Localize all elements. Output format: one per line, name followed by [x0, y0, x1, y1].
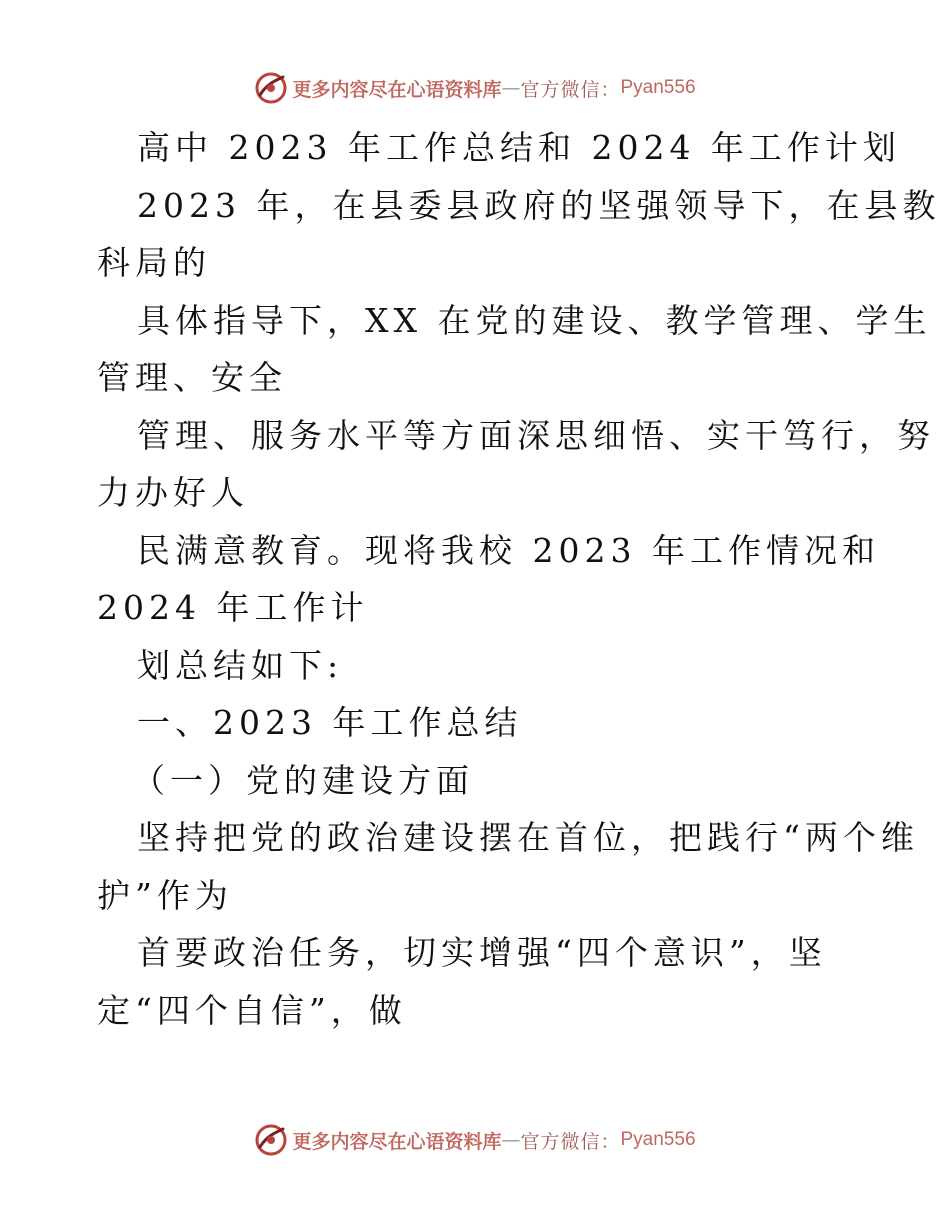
body-line: 力办好人 [97, 473, 249, 512]
watermark-wechat-label: 官方微信： [520, 1130, 621, 1153]
watermark-banner-top [0, 68, 950, 108]
body-line: 具体指导下，XX 在党的建设、教学管理、学生 [137, 300, 932, 340]
watermark-separator: — [501, 1129, 521, 1151]
body-line: 划总结如下: [137, 645, 344, 685]
watermark-separator: — [501, 77, 521, 99]
section-heading: 一、2023 年工作总结 [137, 703, 523, 742]
watermark-banner-bottom [0, 1120, 950, 1160]
body-line: 管理、安全 [97, 358, 287, 397]
quill-swirl-logo-icon [254, 1123, 288, 1157]
body-line: 首要政治任务，切实增强“四个意识”，坚 [137, 933, 827, 972]
body-line: 定“四个自信”，做 [97, 990, 407, 1030]
watermark-wechat-label: 官方微信： [520, 78, 621, 101]
watermark-main-text: 更多内容尽在心语资料库 [292, 1130, 502, 1153]
body-line: 2023 年，在县委县政府的坚强领导下，在县教 [137, 185, 941, 225]
watermark-main-text: 更多内容尽在心语资料库 [292, 78, 502, 101]
body-line: 科局的 [97, 243, 211, 282]
body-line: 2024 年工作计 [97, 588, 369, 627]
body-line: 管理、服务水平等方面深思细悟、实干笃行，努 [137, 415, 935, 455]
quill-swirl-logo-icon [254, 71, 288, 105]
document-title: 高中 2023 年工作总结和 2024 年工作计划 [137, 128, 901, 167]
body-line: 护”作为 [97, 875, 233, 915]
watermark-wechat-id: Pyan556 [620, 1129, 696, 1150]
subsection-heading: （一）党的建设方面 [132, 760, 474, 800]
body-line: 民满意教育。现将我校 2023 年工作情况和 [137, 530, 880, 570]
document-body [0, 119, 950, 1039]
watermark-wechat-id: Pyan556 [620, 77, 696, 98]
body-line: 坚持把党的政治建设摆在首位，把践行“两个维 [137, 818, 919, 857]
